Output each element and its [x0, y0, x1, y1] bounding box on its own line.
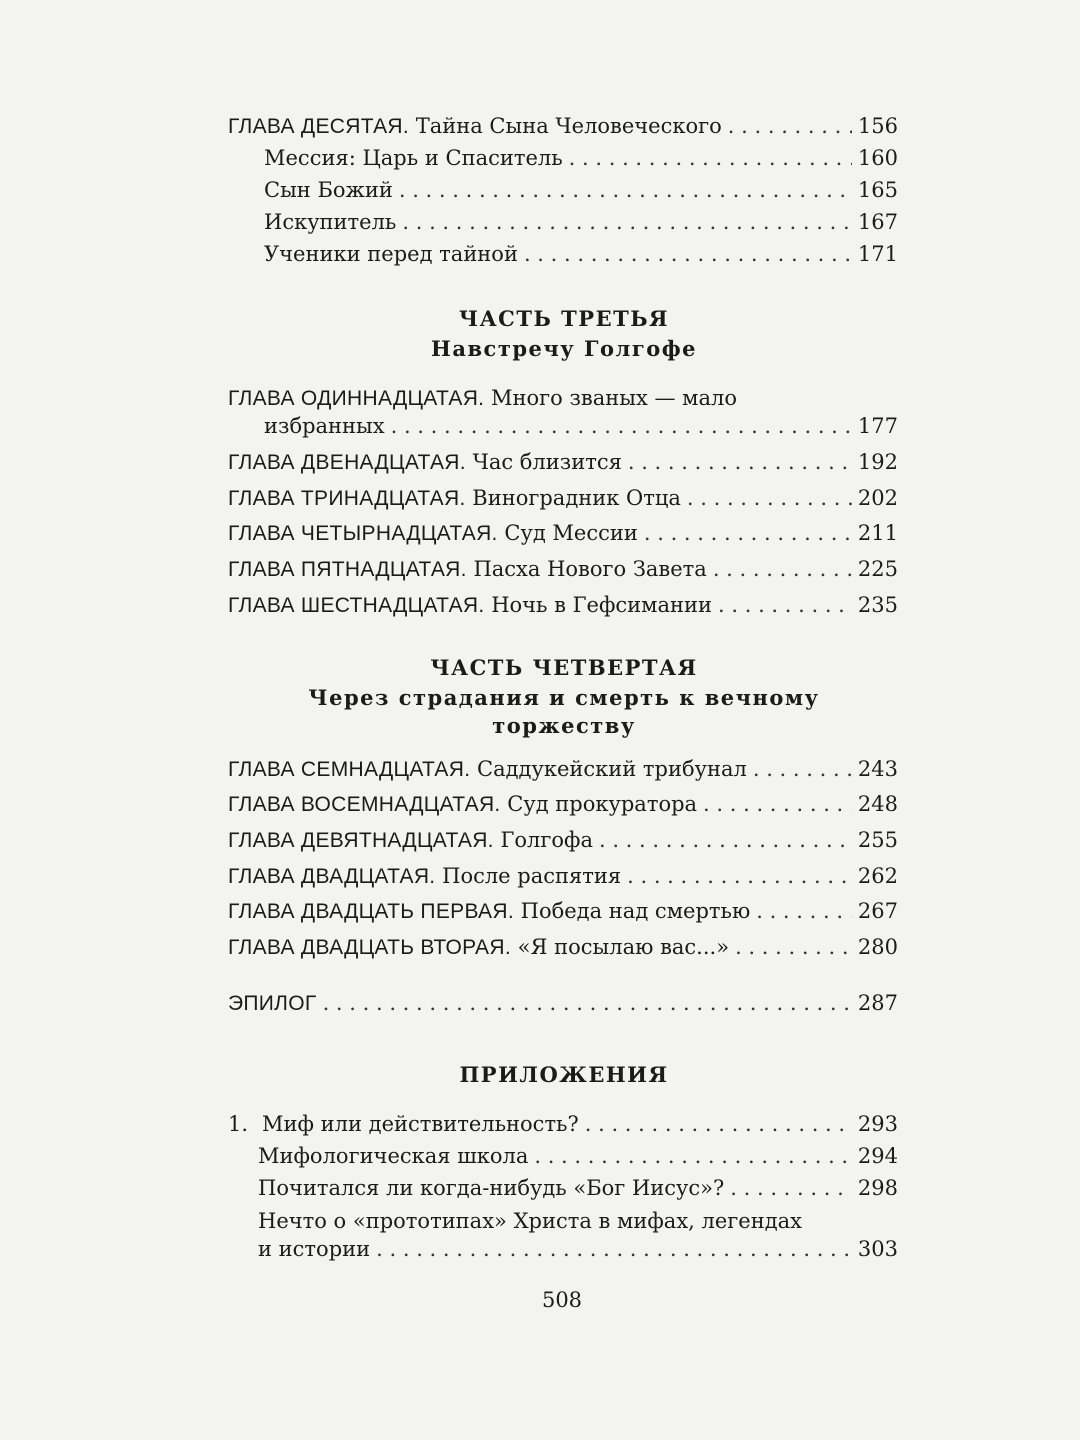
part-heading: ЧАСТЬ ТРЕТЬЯ: [458, 306, 670, 331]
dot-leader: [735, 931, 852, 963]
dot-leader: [728, 110, 852, 142]
part-subtitle: торжеству: [492, 713, 636, 738]
page-number: 267: [857, 899, 898, 923]
page-number: 287: [857, 991, 898, 1015]
page-number: 156: [857, 114, 898, 138]
toc-entry-chapter[interactable]: ГЛАВА ПЯТНАДЦАТАЯ. Пасха Нового Завета . . . 225: [228, 553, 898, 585]
page-number: 192: [857, 450, 898, 474]
page-number: 202: [857, 486, 898, 510]
dot-leader: [627, 860, 852, 892]
dot-leader: [713, 553, 852, 585]
dot-leader: [599, 824, 852, 856]
page-number: 262: [857, 864, 898, 888]
toc-subentry[interactable]: Мифологическая школа . . . 294: [258, 1140, 898, 1172]
toc-entry-chapter[interactable]: ГЛАВА ДВАДЦАТАЯ. После распятия . . . 262: [228, 860, 898, 892]
toc-subentry[interactable]: Сын Божий . . . 165: [264, 174, 898, 206]
dot-leader: [569, 142, 852, 174]
appendices-heading: ПРИЛОЖЕНИЯ: [459, 1062, 669, 1087]
dot-leader: [628, 446, 852, 478]
page-number: 171: [857, 242, 898, 266]
toc-entry-chapter[interactable]: ГЛАВА ДВАДЦАТЬ ВТОРАЯ. «Я посылаю вас...» . . . 280: [228, 931, 898, 963]
page-number: 211: [857, 521, 898, 545]
toc-subentry[interactable]: Искупитель . . . 167: [264, 206, 898, 238]
page-number: 243: [857, 757, 898, 781]
dot-leader: [644, 517, 852, 549]
part-heading: ЧАСТЬ ЧЕТВЕРТАЯ: [430, 655, 698, 680]
part-subtitle: Через страдания и смерть к вечному: [308, 685, 820, 710]
toc-entry-chapter[interactable]: ГЛАВА ТРИНАДЦАТАЯ. Виноградник Отца . . . 202: [228, 482, 898, 514]
toc-entry-chapter[interactable]: ГЛАВА ДВАДЦАТЬ ПЕРВАЯ. Победа над смертью . . . 267: [228, 895, 898, 927]
page-number: 248: [857, 792, 898, 816]
page-folio: 508: [541, 1288, 583, 1312]
page-number: 293: [857, 1112, 898, 1136]
dot-leader: [756, 895, 852, 927]
dot-leader: [524, 238, 852, 270]
dot-leader: [753, 753, 852, 785]
dot-leader: [402, 206, 852, 238]
part-subtitle: Навстречу Голгофе: [431, 336, 697, 361]
toc-entry-chapter[interactable]: ГЛАВА ДЕВЯТНАДЦАТАЯ. Голгофа . . . 255: [228, 824, 898, 856]
toc-entry-appendix-1[interactable]: 1. Миф или действительность? . . . 293: [228, 1108, 898, 1140]
dot-leader: [730, 1172, 852, 1204]
toc-subentry[interactable]: Почитался ли когда-нибудь «Бог Иисус»? . . . 298: [258, 1172, 898, 1204]
page-number: 303: [857, 1237, 898, 1261]
dot-leader: [391, 410, 852, 442]
toc-subentry[interactable]: Ученики перед тайной . . . 171: [264, 238, 898, 270]
toc-subentry[interactable]: Мессия: Царь и Спаситель . . . 160: [264, 142, 898, 174]
dot-leader: [718, 589, 852, 621]
toc-entry-epilogue[interactable]: ЭПИЛОГ . . . 287: [228, 987, 898, 1019]
toc-entry-chapter[interactable]: ГЛАВА ВОСЕМНАДЦАТАЯ. Суд прокуратора . . . 248: [228, 788, 898, 820]
toc-entry-chapter[interactable]: ГЛАВА ШЕСТНАДЦАТАЯ. Ночь в Гефсимании . . . 235: [228, 589, 898, 621]
page-number: 165: [857, 178, 898, 202]
page-number: 160: [857, 146, 898, 170]
toc-entry-chapter-11-line2[interactable]: избранных . . . 177: [264, 410, 898, 442]
toc-entry-chapter[interactable]: ГЛАВА СЕМНАДЦАТАЯ. Саддукейский трибунал . . . 243: [228, 753, 898, 785]
page-number: 177: [857, 414, 898, 438]
dot-leader: [534, 1140, 852, 1172]
toc-subentry-line1[interactable]: Нечто о «прототипах» Христа в мифах, легендах: [258, 1209, 803, 1233]
toc-entry-chapter[interactable]: ГЛАВА ДВЕНАДЦАТАЯ. Час близится . . . 192: [228, 446, 898, 478]
page-number: 167: [857, 210, 898, 234]
dot-leader: [687, 482, 852, 514]
toc-entry-chapter-11-line1[interactable]: ГЛАВА ОДИННАДЦАТАЯ. Много званых — мало: [228, 386, 738, 410]
toc-subentry-line2[interactable]: и истории . . . 303: [258, 1233, 898, 1265]
toc-entry-chapter[interactable]: ГЛАВА ЧЕТЫРНАДЦАТАЯ. Суд Мессии . . . 211: [228, 517, 898, 549]
dot-leader: [585, 1108, 852, 1140]
page-number: 298: [857, 1176, 898, 1200]
dot-leader: [323, 987, 852, 1019]
page-number: 235: [857, 593, 898, 617]
dot-leader: [399, 174, 852, 206]
page-number: 280: [857, 935, 898, 959]
page-number: 255: [857, 828, 898, 852]
dot-leader: [703, 788, 852, 820]
dot-leader: [376, 1233, 852, 1265]
toc-entry-chapter-10[interactable]: ГЛАВА ДЕСЯТАЯ. Тайна Сына Человеческого . . . 156: [228, 110, 898, 142]
page-number: 225: [857, 557, 898, 581]
page-number: 294: [857, 1144, 898, 1168]
